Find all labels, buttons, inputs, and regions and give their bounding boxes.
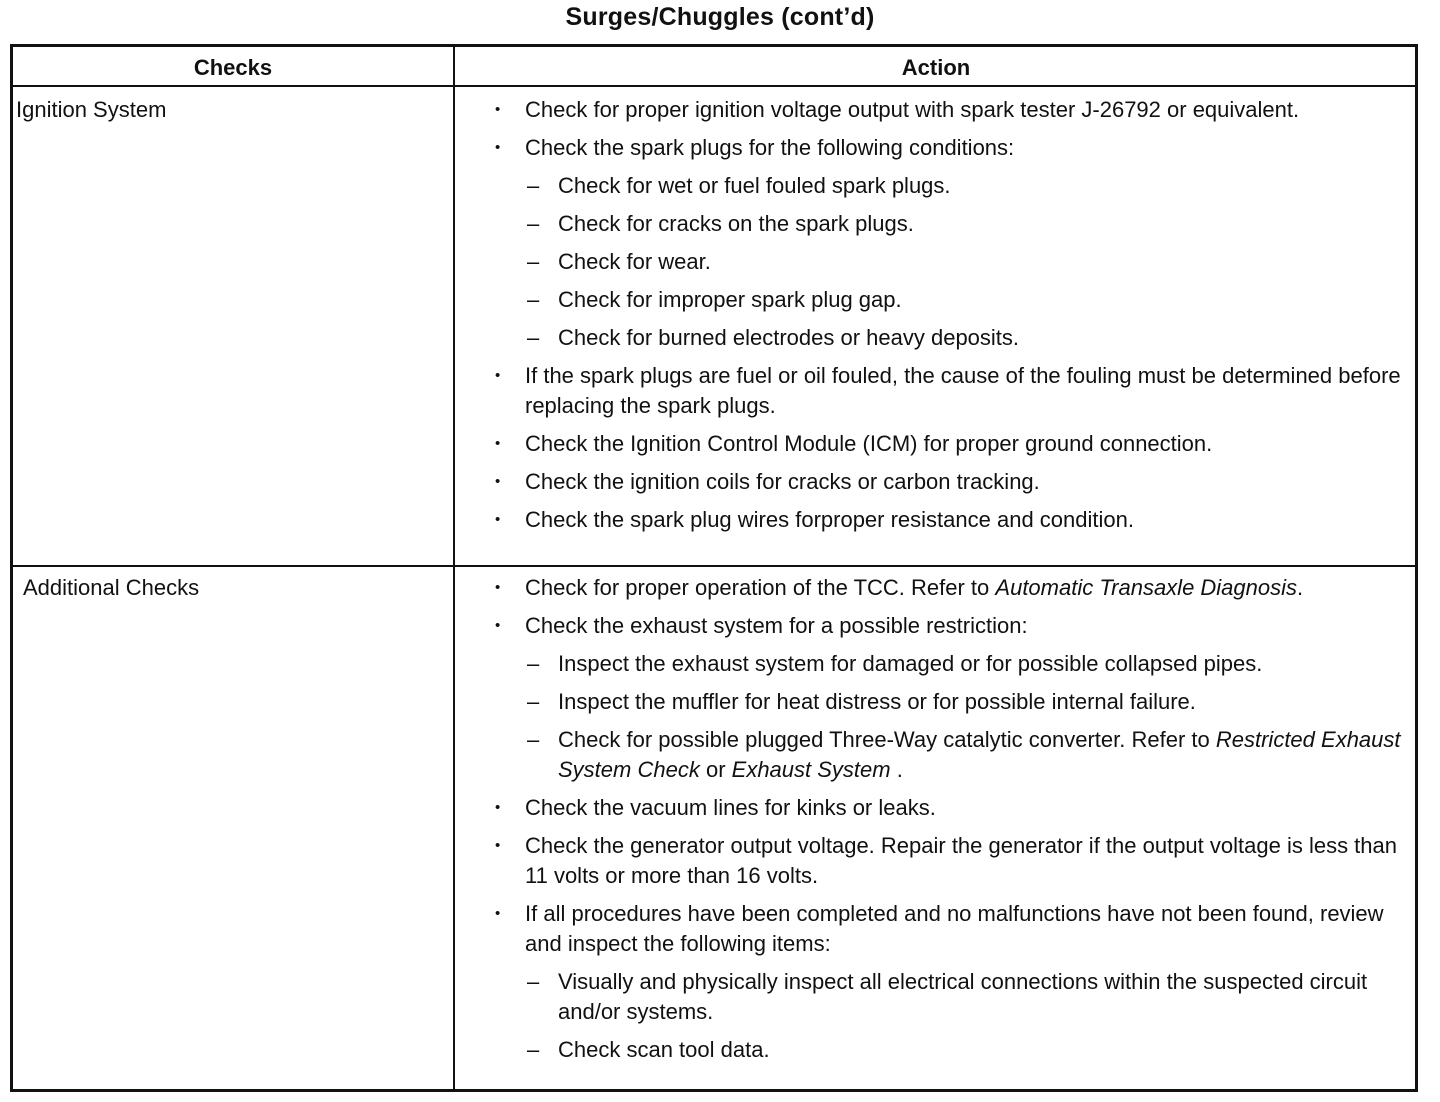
action-bullet: • Check the exhaust system for a possible restriction:: [483, 611, 1413, 641]
action-text: Check for possible plugged Three-Way catalytic converter. Refer to: [558, 727, 1210, 752]
action-bullet: • Check the Ignition Control Module (ICM) for proper ground connection.: [483, 429, 1413, 459]
action-bullet: • If the spark plugs are fuel or oil fouled, the cause of the fouling must be determined before replacing the spark plugs.: [483, 361, 1413, 421]
reference-link: Restricted Exhaust System Check: [558, 727, 1401, 782]
action-sub-item: – Check for wear.: [483, 247, 1413, 277]
reference-link: Automatic Transaxle Diagnosis: [995, 575, 1298, 600]
action-bullet: • Check the generator output voltage. Repair the generator if the output voltage is less than 11 volts or more than 16 volts.: [483, 831, 1413, 891]
check-additional-checks: Additional Checks: [23, 575, 200, 600]
row-divider: [13, 565, 1415, 567]
action-sub-item: [483, 725, 1413, 785]
action-sub-item: – Inspect the exhaust system for damaged or for possible collapsed pipes.: [483, 649, 1413, 679]
checks-table: [10, 44, 1418, 1092]
action-bullet: • Check the vacuum lines for kinks or leaks.: [483, 793, 1413, 823]
action-sub-item: – Inspect the muffler for heat distress or for possible internal failure.: [483, 687, 1413, 717]
punctuation: .: [896, 757, 903, 782]
table-header-row: [13, 47, 1415, 87]
actions-additional-checks: [483, 573, 1413, 1073]
punctuation: .: [1297, 575, 1304, 600]
action-sub-item: – Check scan tool data.: [483, 1035, 1413, 1065]
action-text: or: [705, 757, 726, 782]
action-bullet: • Check the ignition coils for cracks or carbon tracking.: [483, 467, 1413, 497]
action-sub-item: – Visually and physically inspect all electrical connections within the suspected circuit and/or systems.: [483, 967, 1413, 1027]
check-ignition-system: Ignition System: [16, 97, 167, 122]
header-checks: Checks: [193, 55, 273, 80]
action-bullet: • Check the spark plugs for the following conditions:: [483, 133, 1413, 163]
action-bullet: • Check for proper ignition voltage output with spark tester J-26792 or equivalent.: [483, 95, 1413, 125]
action-sub-item: – Check for cracks on the spark plugs.: [483, 209, 1413, 239]
reference-link: Exhaust System: [731, 757, 891, 782]
action-text: Check for proper operation of the TCC. Refer to: [525, 575, 990, 600]
action-bullet: [483, 573, 1413, 603]
action-bullet: • If all procedures have been completed and no malfunctions have not been found, review and inspect the following items:: [483, 899, 1413, 959]
action-sub-item: – Check for wet or fuel fouled spark plugs.: [483, 171, 1413, 201]
column-divider: [453, 47, 455, 1089]
action-bullet: • Check the spark plug wires forproper resistance and condition.: [483, 505, 1413, 535]
action-sub-item: – Check for improper spark plug gap.: [483, 285, 1413, 315]
action-sub-item: – Check for burned electrodes or heavy deposits.: [483, 323, 1413, 353]
page-title: Surges/Chuggles (cont’d): [565, 3, 875, 31]
actions-ignition-system: [483, 95, 1413, 543]
header-action: Action: [901, 55, 971, 80]
